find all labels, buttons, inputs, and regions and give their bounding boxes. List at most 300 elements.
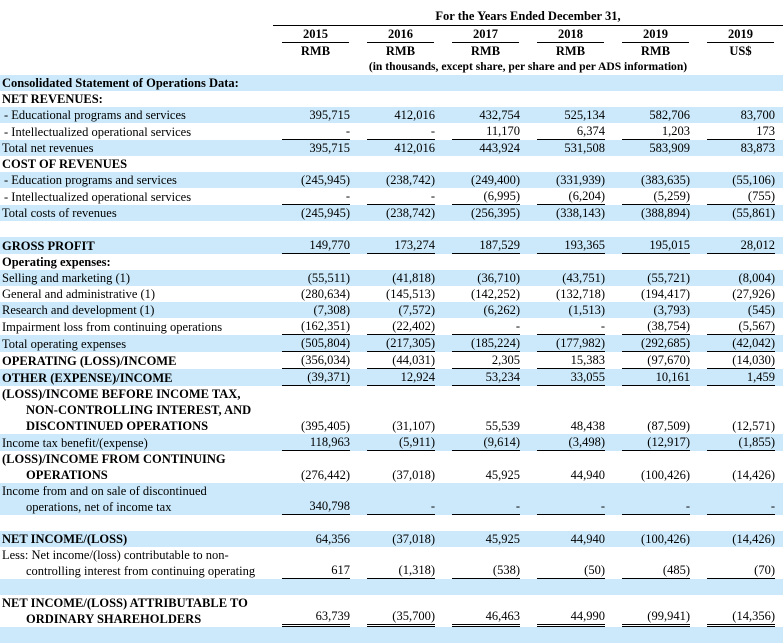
cell-value: 83,873 — [740, 141, 775, 155]
cell-value — [537, 515, 605, 531]
cell-value: (27,926) — [732, 287, 775, 301]
value-cell — [528, 172, 613, 188]
cell-value: 340,798 — [282, 498, 350, 515]
cell-value: (36,710) — [477, 271, 520, 285]
value-cell — [528, 386, 613, 434]
value-cell — [698, 140, 783, 156]
cell-value: 395,715 — [309, 108, 350, 122]
value-cell — [613, 237, 698, 254]
cell-value — [367, 156, 435, 172]
value-cell — [358, 188, 443, 205]
value-cell — [613, 579, 698, 595]
cell-value: (100,426) — [641, 532, 690, 546]
value-cell — [358, 531, 443, 547]
table-row — [0, 627, 783, 643]
cell-value — [537, 254, 605, 270]
cell-value: 45,925 — [485, 532, 520, 546]
cell-value: - — [367, 188, 435, 205]
value-cell — [528, 627, 613, 643]
row-label-line: NET INCOME/(LOSS) ATTRIBUTABLE TO — [2, 596, 248, 610]
value-cell — [358, 286, 443, 302]
cell-value — [707, 254, 775, 270]
operations-data-table — [0, 8, 783, 643]
value-cell — [698, 107, 783, 123]
table-row — [0, 221, 783, 237]
value-cell — [273, 172, 358, 188]
row-label-line — [0, 579, 273, 595]
value-cell — [443, 75, 528, 91]
row-label-line: NET INCOME/(LOSS) — [2, 532, 128, 546]
value-cell — [358, 515, 443, 531]
currency-header — [698, 43, 783, 59]
cell-value: 33,055 — [537, 369, 605, 386]
row-label — [0, 386, 273, 434]
cell-value — [707, 156, 775, 172]
cell-value: (55,721) — [647, 271, 690, 285]
cell-value: 44,940 — [570, 532, 605, 546]
row-label — [0, 595, 273, 627]
cell-value: (238,742) — [386, 206, 435, 220]
cell-value: (50) — [537, 562, 605, 579]
row-label-line: Income from and on sale of discontinued — [2, 484, 207, 498]
value-cell — [698, 335, 783, 352]
value-cell — [528, 352, 613, 369]
cell-value: (245,945) — [301, 173, 350, 187]
row-label — [0, 352, 273, 369]
cell-value — [282, 579, 350, 595]
year-header — [528, 26, 613, 44]
row-label-line: Less: Net income/(loss) contributable to non- — [2, 548, 229, 562]
table-row — [0, 286, 783, 302]
value-cell — [528, 531, 613, 547]
cell-value — [707, 627, 775, 643]
table-row — [0, 140, 783, 156]
value-cell — [443, 483, 528, 515]
table-row — [0, 237, 783, 254]
row-label-line: Selling and marketing (1) — [2, 271, 131, 285]
cell-value: 12,924 — [367, 369, 435, 386]
cell-value: (8,004) — [738, 271, 775, 285]
row-label — [0, 531, 273, 547]
row-label — [0, 335, 273, 352]
value-cell — [613, 286, 698, 302]
cell-value: (755) — [707, 188, 775, 205]
value-cell — [528, 483, 613, 515]
cell-value: (7,572) — [398, 303, 435, 317]
cell-value: (14,356) — [707, 608, 775, 627]
units-note: (in thousands, except share, per share and per ADS information) — [368, 60, 688, 73]
cell-value: (37,018) — [392, 532, 435, 546]
cell-value: (280,634) — [301, 287, 350, 301]
row-label — [0, 318, 273, 335]
value-cell — [613, 386, 698, 434]
cell-value — [452, 75, 520, 91]
value-cell — [443, 254, 528, 270]
row-label — [0, 627, 273, 643]
cell-value — [537, 221, 605, 237]
row-label — [0, 451, 273, 483]
value-cell — [528, 451, 613, 483]
row-label-line: DISCONTINUED OPERATIONS — [26, 419, 209, 433]
cell-value — [282, 91, 350, 107]
value-cell — [528, 318, 613, 335]
table-row — [0, 205, 783, 221]
value-cell — [528, 515, 613, 531]
cell-value — [367, 221, 435, 237]
value-cell — [273, 318, 358, 335]
value-cell — [358, 172, 443, 188]
cell-value — [367, 627, 435, 643]
cell-value: 149,770 — [282, 237, 350, 254]
cell-value: (43,751) — [562, 271, 605, 285]
value-cell — [528, 123, 613, 140]
cell-value: 63,739 — [282, 608, 350, 627]
value-cell — [528, 286, 613, 302]
value-cell — [443, 123, 528, 140]
cell-value: (538) — [452, 562, 520, 579]
cell-value: (292,685) — [622, 335, 690, 352]
row-label — [0, 483, 273, 515]
cell-value: (505,804) — [282, 335, 350, 352]
value-cell — [613, 627, 698, 643]
cell-value: 531,508 — [564, 141, 605, 155]
value-cell — [698, 515, 783, 531]
value-cell — [273, 107, 358, 123]
cell-value: - — [707, 498, 775, 515]
cell-value — [282, 75, 350, 91]
cell-value: 118,963 — [282, 434, 350, 451]
currency-header — [528, 43, 613, 59]
row-label-line — [0, 221, 273, 237]
cell-value: - — [452, 318, 520, 335]
value-cell — [443, 205, 528, 221]
currency-header — [273, 43, 358, 59]
value-cell — [358, 595, 443, 627]
header-spacer — [0, 26, 273, 44]
row-label — [0, 579, 273, 595]
row-label — [0, 237, 273, 254]
value-cell — [443, 156, 528, 172]
value-cell — [358, 386, 443, 434]
table-row — [0, 172, 783, 188]
value-cell — [273, 75, 358, 91]
cell-value — [537, 75, 605, 91]
currency-label: RMB — [555, 44, 586, 58]
cell-value: 582,706 — [649, 108, 690, 122]
row-label — [0, 547, 273, 579]
row-label-line: Total operating expenses — [2, 337, 127, 351]
row-label-line: Total net revenues — [2, 141, 94, 155]
row-label-line: - Intellectualized operational services — [4, 125, 192, 139]
value-cell — [698, 221, 783, 237]
cell-value: (5,259) — [622, 188, 690, 205]
cell-value: 28,012 — [707, 237, 775, 254]
cell-value: 173 — [707, 123, 775, 140]
value-cell — [528, 254, 613, 270]
row-label — [0, 123, 273, 140]
value-cell — [528, 75, 613, 91]
cell-value: (245,945) — [301, 206, 350, 220]
value-cell — [358, 140, 443, 156]
value-cell — [613, 369, 698, 386]
cell-value — [367, 579, 435, 595]
cell-value: (12,571) — [732, 419, 775, 433]
cell-value: 64,356 — [315, 532, 350, 546]
period-title: For the Years Ended December 31, — [273, 8, 783, 26]
cell-value — [537, 627, 605, 643]
value-cell — [443, 369, 528, 386]
cell-value — [622, 221, 690, 237]
value-cell — [698, 595, 783, 627]
value-cell — [698, 172, 783, 188]
cell-value — [282, 515, 350, 531]
row-label-line: GROSS PROFIT — [2, 239, 95, 253]
row-label-line: OPERATING (LOSS)/INCOME — [2, 354, 177, 368]
value-cell — [613, 91, 698, 107]
table-row — [0, 188, 783, 205]
cell-value — [452, 515, 520, 531]
year-label: 2016 — [367, 26, 434, 43]
cell-value — [452, 579, 520, 595]
row-label-line: OTHER (EXPENSE)/INCOME — [2, 371, 173, 385]
value-cell — [358, 221, 443, 237]
value-cell — [613, 335, 698, 352]
value-cell — [358, 123, 443, 140]
value-cell — [698, 434, 783, 451]
cell-value: (177,982) — [537, 335, 605, 352]
header-spacer — [0, 59, 273, 75]
value-cell — [273, 286, 358, 302]
cell-value: - — [367, 123, 435, 140]
value-cell — [358, 156, 443, 172]
value-cell — [358, 434, 443, 451]
table-row — [0, 91, 783, 107]
table-row — [0, 595, 783, 627]
value-cell — [273, 188, 358, 205]
value-cell — [273, 369, 358, 386]
value-cell — [698, 270, 783, 286]
row-label — [0, 254, 273, 270]
currency-label: US$ — [729, 44, 752, 58]
value-cell — [698, 451, 783, 483]
value-cell — [443, 451, 528, 483]
row-label — [0, 172, 273, 188]
cell-value — [452, 254, 520, 270]
cell-value: (9,614) — [452, 434, 520, 451]
cell-value — [282, 254, 350, 270]
value-cell — [698, 579, 783, 595]
value-cell — [443, 352, 528, 369]
value-cell — [613, 172, 698, 188]
header-years-row — [0, 26, 783, 44]
row-label — [0, 188, 273, 205]
value-cell — [273, 254, 358, 270]
table-row — [0, 156, 783, 172]
value-cell — [698, 318, 783, 335]
cell-value: (55,106) — [732, 173, 775, 187]
value-cell — [273, 595, 358, 627]
cell-value: 412,016 — [394, 141, 435, 155]
header-spacer — [0, 43, 273, 59]
cell-value: 6,374 — [537, 123, 605, 140]
row-label — [0, 221, 273, 237]
value-cell — [273, 434, 358, 451]
cell-value: - — [537, 318, 605, 335]
row-label-line: (LOSS)/INCOME FROM CONTINUING — [2, 452, 226, 466]
cell-value: (97,670) — [622, 352, 690, 369]
cell-value: (5,567) — [707, 318, 775, 335]
cell-value: 46,463 — [452, 608, 520, 627]
value-cell — [613, 595, 698, 627]
value-cell — [443, 286, 528, 302]
cell-value: 83,700 — [740, 108, 775, 122]
cell-value: - — [367, 498, 435, 515]
year-label: 2017 — [452, 26, 519, 43]
cell-value: 48,438 — [570, 419, 605, 433]
value-cell — [443, 531, 528, 547]
row-label-line — [0, 627, 273, 643]
value-cell — [613, 483, 698, 515]
value-cell — [273, 237, 358, 254]
value-cell — [358, 318, 443, 335]
cell-value: 195,015 — [622, 237, 690, 254]
value-cell — [443, 386, 528, 434]
value-cell — [698, 91, 783, 107]
header-title-row — [0, 8, 783, 26]
value-cell — [528, 140, 613, 156]
value-cell — [528, 205, 613, 221]
value-cell — [443, 579, 528, 595]
cell-value: (7,308) — [313, 303, 350, 317]
value-cell — [613, 156, 698, 172]
cell-value: (14,426) — [732, 468, 775, 482]
cell-value: (194,417) — [641, 287, 690, 301]
cell-value — [622, 579, 690, 595]
cell-value — [622, 91, 690, 107]
cell-value: 44,990 — [537, 608, 605, 627]
cell-value: 432,754 — [479, 108, 520, 122]
row-label-line: - Intellectualized operational services — [4, 190, 192, 204]
value-cell — [698, 627, 783, 643]
value-cell — [273, 627, 358, 643]
row-label-line: Operating expenses: — [2, 255, 111, 269]
value-cell — [273, 515, 358, 531]
cell-value: 11,170 — [452, 123, 520, 140]
cell-value: - — [282, 123, 350, 140]
cell-value: 395,715 — [309, 141, 350, 155]
cell-value: (14,030) — [707, 352, 775, 369]
value-cell — [528, 156, 613, 172]
cell-value: (185,224) — [452, 335, 520, 352]
header-currency-row — [0, 43, 783, 59]
cell-value: (3,793) — [653, 303, 690, 317]
cell-value: (55,511) — [307, 271, 350, 285]
cell-value: 187,529 — [452, 237, 520, 254]
table-row — [0, 352, 783, 369]
value-cell — [613, 205, 698, 221]
table-row — [0, 335, 783, 352]
cell-value — [537, 579, 605, 595]
row-label-line: NON-CONTROLLING INTEREST, AND — [26, 403, 252, 417]
year-header — [443, 26, 528, 44]
cell-value: (39,371) — [282, 369, 350, 386]
cell-value: 15,383 — [537, 352, 605, 369]
value-cell — [358, 627, 443, 643]
cell-value — [367, 254, 435, 270]
value-cell — [273, 335, 358, 352]
cell-value: 44,940 — [570, 468, 605, 482]
value-cell — [613, 515, 698, 531]
value-cell — [273, 140, 358, 156]
row-label-line — [0, 515, 273, 531]
value-cell — [698, 286, 783, 302]
value-cell — [358, 369, 443, 386]
value-cell — [443, 237, 528, 254]
year-header — [358, 26, 443, 44]
value-cell — [613, 140, 698, 156]
row-label — [0, 156, 273, 172]
cell-value — [537, 156, 605, 172]
cell-value: (31,107) — [392, 419, 435, 433]
year-header — [613, 26, 698, 44]
value-cell — [698, 483, 783, 515]
row-label-line: Impairment loss from continuing operations — [2, 320, 223, 334]
cell-value: (1,513) — [568, 303, 605, 317]
row-label-line: OPERATIONS — [26, 468, 108, 482]
value-cell — [698, 302, 783, 318]
value-cell — [443, 188, 528, 205]
year-header — [698, 26, 783, 44]
value-cell — [528, 302, 613, 318]
row-label-line: controlling interest from continuing operating — [26, 564, 256, 578]
value-cell — [528, 221, 613, 237]
cell-value: (545) — [747, 303, 775, 317]
cell-value — [707, 579, 775, 595]
cell-value: - — [537, 498, 605, 515]
cell-value — [622, 254, 690, 270]
row-label — [0, 302, 273, 318]
row-label-line: Total costs of revenues — [2, 206, 117, 220]
row-label-line: General and administrative (1) — [2, 287, 156, 301]
value-cell — [613, 318, 698, 335]
cell-value — [452, 627, 520, 643]
value-cell — [358, 483, 443, 515]
value-cell — [698, 352, 783, 369]
value-cell — [698, 369, 783, 386]
value-cell — [443, 140, 528, 156]
value-cell — [358, 75, 443, 91]
cell-value: (383,635) — [641, 173, 690, 187]
cell-value: (249,400) — [471, 173, 520, 187]
value-cell — [443, 627, 528, 643]
value-cell — [358, 91, 443, 107]
cell-value — [367, 515, 435, 531]
table-row — [0, 107, 783, 123]
cell-value — [367, 91, 435, 107]
table-row — [0, 531, 783, 547]
cell-value: (331,939) — [556, 173, 605, 187]
cell-value: (38,754) — [622, 318, 690, 335]
table-row — [0, 318, 783, 335]
table-row — [0, 386, 783, 434]
year-label: 2019 — [622, 26, 689, 43]
cell-value: (356,034) — [282, 352, 350, 369]
cell-value — [707, 75, 775, 91]
cell-value: (217,305) — [367, 335, 435, 352]
value-cell — [443, 172, 528, 188]
value-cell — [443, 270, 528, 286]
year-label: 2019 — [707, 26, 774, 43]
